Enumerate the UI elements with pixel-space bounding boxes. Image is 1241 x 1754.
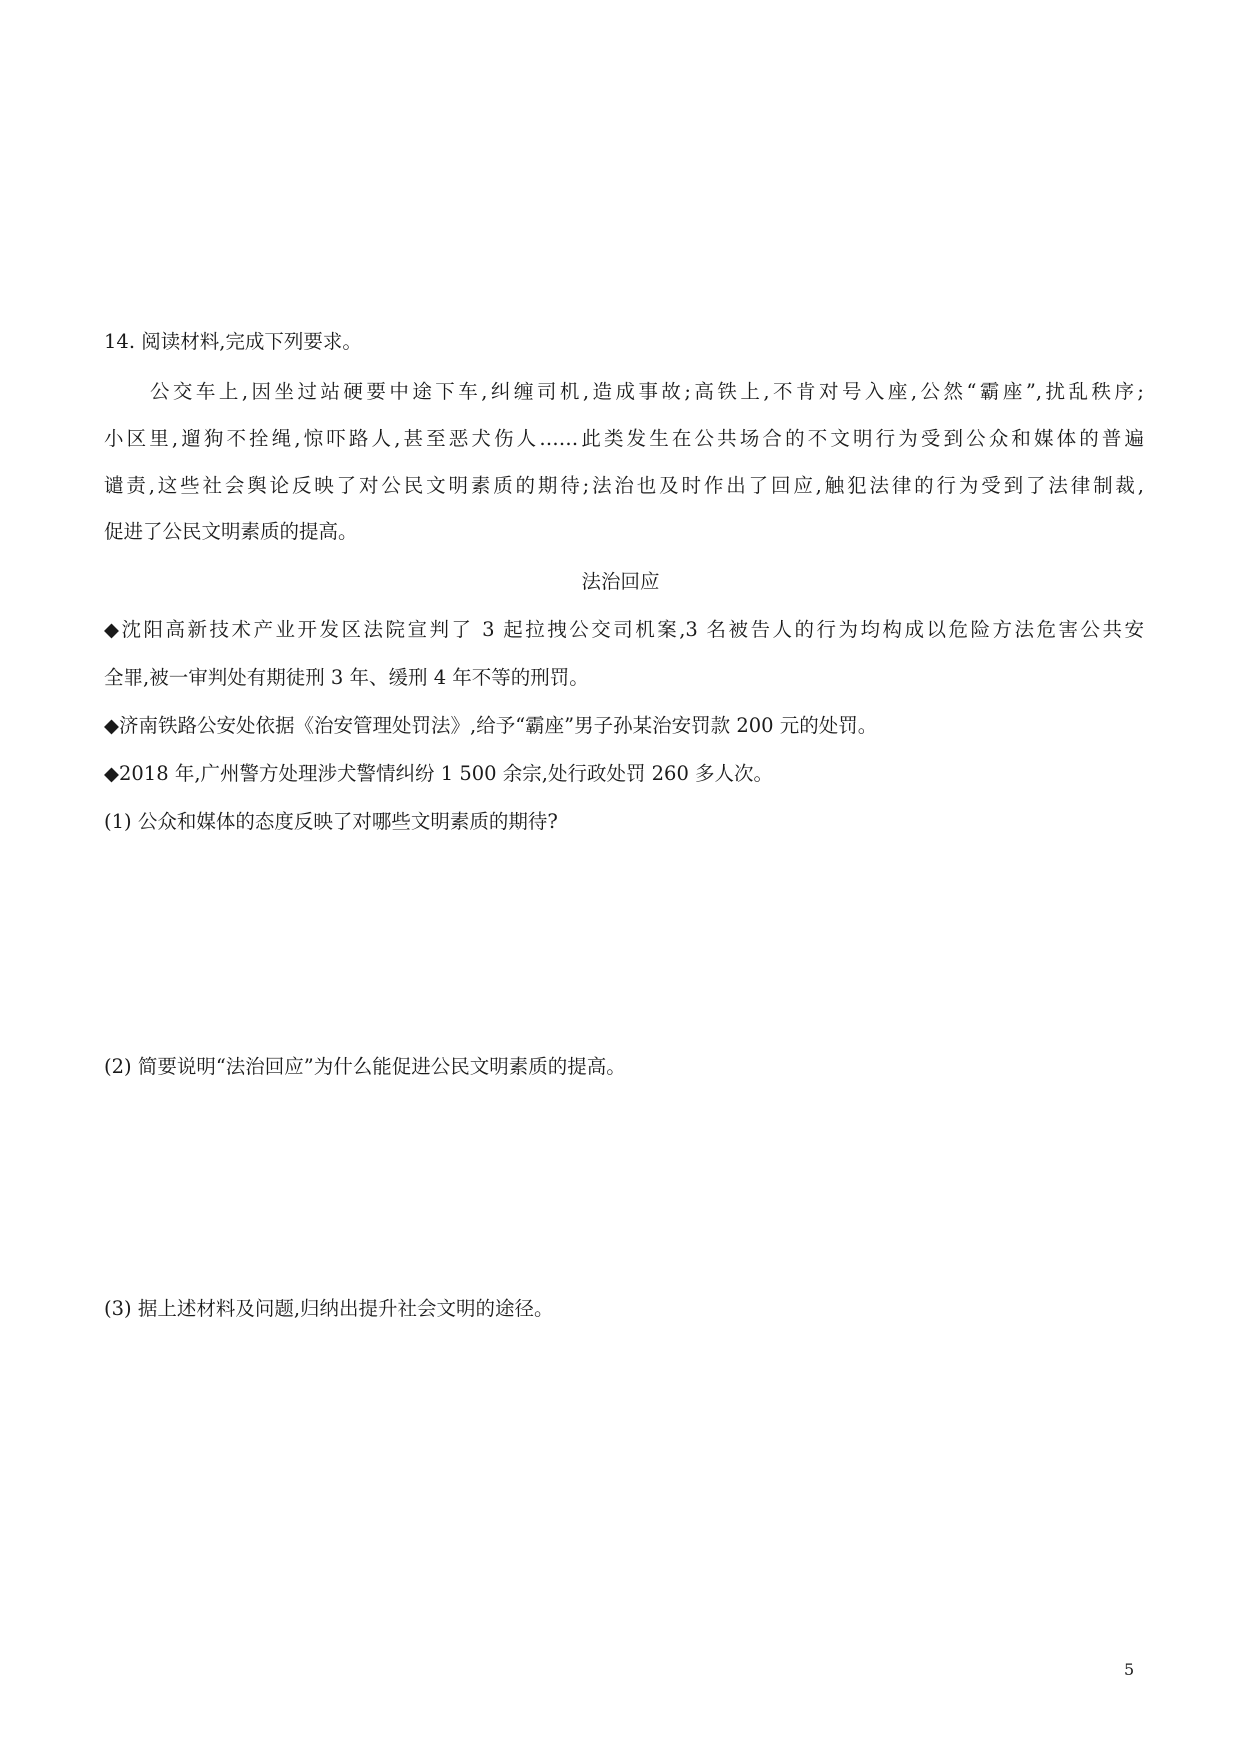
question-heading: 14. 阅读材料,完成下列要求。 [104,330,362,353]
material-line: 促进了公民文明素质的提高。 [104,520,358,543]
sub-question-2: (2) 简要说明“法治回应”为什么能促进公民文明素质的提高。 [104,1055,626,1078]
evidence-item: ◆济南铁路公安处依据《治安管理处罚法》,给予“霸座”男子孙某治安罚款 200 元的处罚。 [104,714,878,737]
evidence-item: ◆沈阳高新技术产业开发区法院宣判了 3 起拉拽公交司机案,3 名被告人的行为均构成以危险方法危害公共安 [104,618,1144,641]
material-line: 公交车上,因坐过站硬要中途下车,纠缠司机,造成事故;高铁上,不肯对号入座,公然“霸座”,扰乱秩序; [104,380,1144,403]
page-number: 5 [1124,1660,1135,1679]
sub-question-1: (1) 公众和媒体的态度反映了对哪些文明素质的期待? [104,810,558,833]
sub-question-3: (3) 据上述材料及问题,归纳出提升社会文明的途径。 [104,1297,554,1320]
material-line: 谴责,这些社会舆论反映了对公民文明素质的期待;法治也及时作出了回应,触犯法律的行为受到了法律制裁, [104,474,1144,497]
box-title: 法治回应 [581,570,660,593]
evidence-item: 全罪,被一审判处有期徒刑 3 年、缓刑 4 年不等的刑罚。 [104,666,589,689]
material-line: 小区里,遛狗不拴绳,惊吓路人,甚至恶犬伤人……此类发生在公共场合的不文明行为受到公众和媒体的普遍 [104,427,1144,450]
evidence-item: ◆2018 年,广州警方处理涉犬警情纠纷 1 500 余宗,处行政处罚 260 多人次。 [104,762,774,785]
